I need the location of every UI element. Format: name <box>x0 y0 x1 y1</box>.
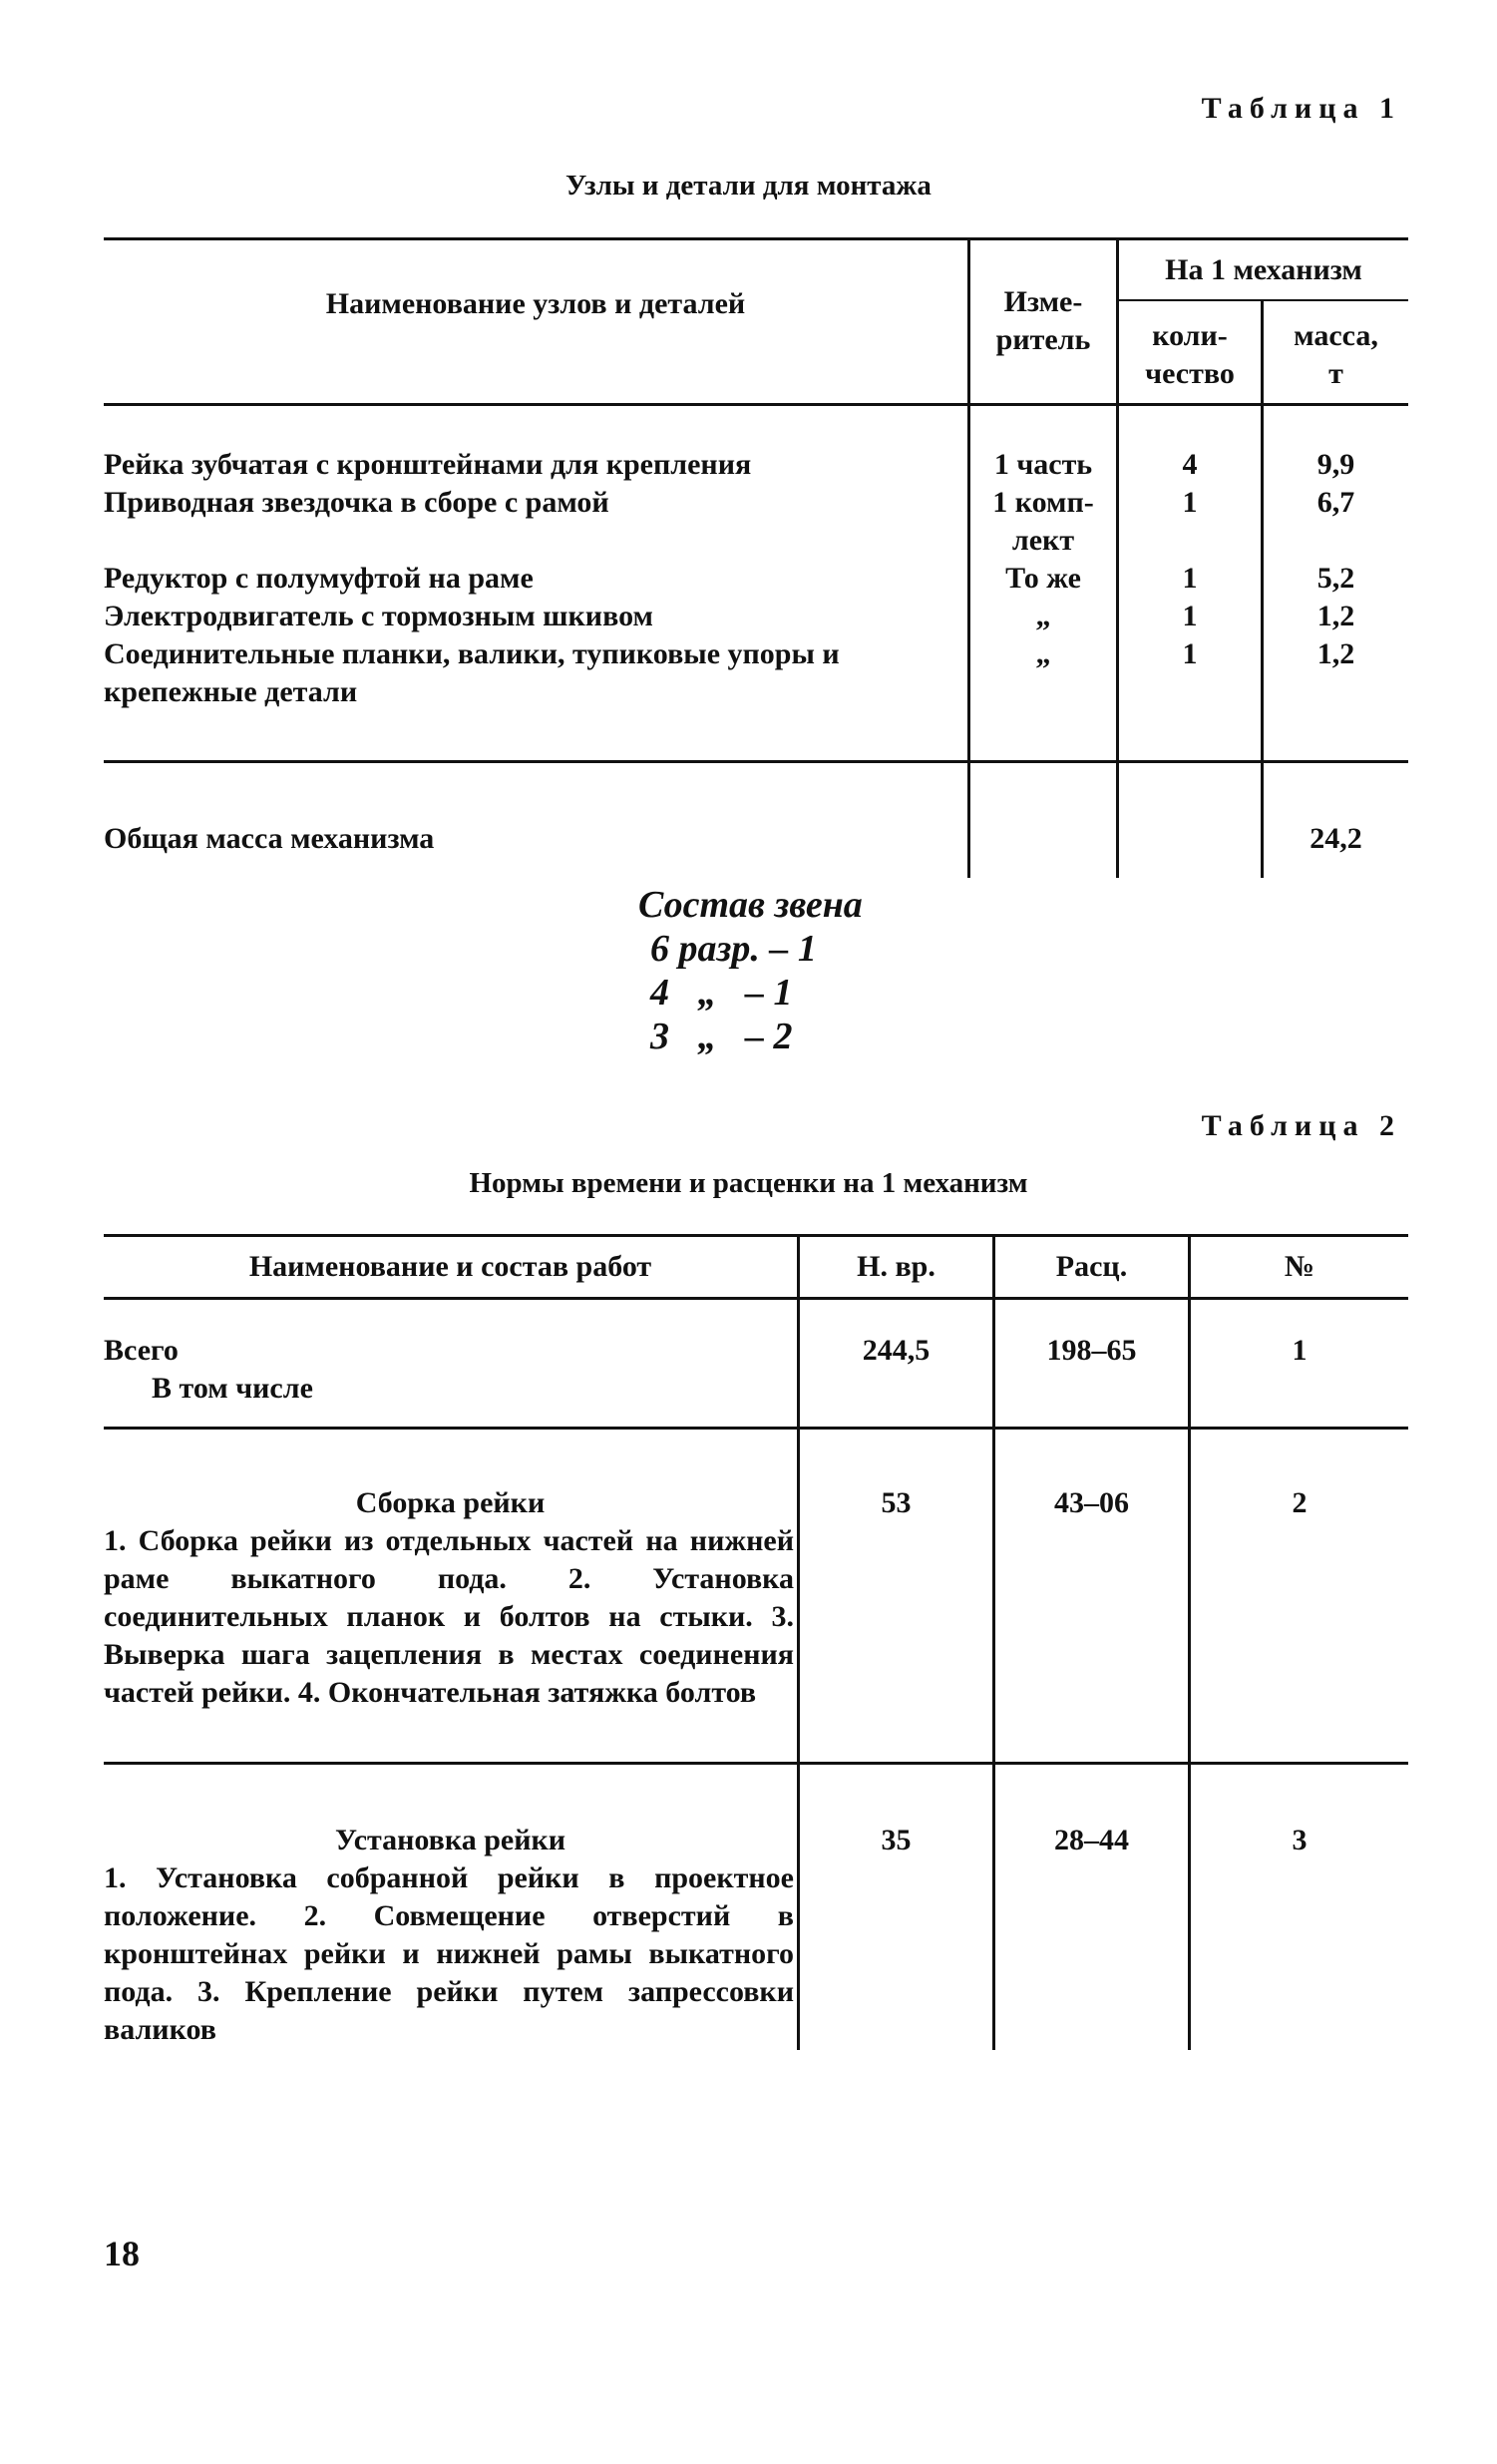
table2-row-text: 1. Установка собранной рейки в проектное положение. 2. Совмещение отверстий в кронштейнах рейки и нижней рамы выкатного пода. 3. Крепление рейки путем запрессовки валиков <box>104 1861 794 2046</box>
table1-row-mass: 6,7 <box>1316 486 1355 519</box>
table2-row-rule <box>104 1427 1408 1430</box>
table1-header-mass: масса, т <box>1294 319 1378 390</box>
table1-header-per-mechanism: На 1 механизм <box>1165 253 1362 286</box>
table1-row-unit: „ <box>1035 637 1051 670</box>
table2-row-rule <box>104 1762 1408 1765</box>
table1-row-mass: 9,9 <box>1316 448 1355 481</box>
crew-line: 3 „ – 2 <box>650 1016 793 1057</box>
table2-caption: Таблица 2 <box>1201 1109 1401 1142</box>
table2-row-heading: Установка рейки <box>334 1824 566 1856</box>
table2-row-rate: 43–06 <box>1054 1486 1129 1519</box>
table2-row-num: 2 <box>1292 1486 1308 1519</box>
table2-row-rate: 28–44 <box>1054 1824 1129 1856</box>
table1-row-name: Редуктор с полумуфтой на раме <box>104 562 534 595</box>
table2-row-text: 1. Сборка рейки из отдельных частей на нижней раме выкатного пода. 2. Установка соединительных планок и болтов на стыки. 3. Выверка шага зацепления в местах соединения частей рейки. 4. Окончательная затяжка болтов <box>104 1524 794 1709</box>
table1-row-unit: 1 комп- лект <box>992 486 1094 557</box>
table1-row-qty: 1 <box>1182 562 1198 595</box>
table1-title: Узлы и детали для монтажа <box>565 170 932 202</box>
crew-title: Состав звена <box>638 884 863 926</box>
table1-caption: Таблица 1 <box>1201 92 1401 125</box>
table1-row-qty: 1 <box>1182 486 1198 519</box>
table1-top-rule <box>104 237 1408 240</box>
table2-header-rule <box>104 1297 1408 1300</box>
crew-line: 6 разр. – 1 <box>650 928 817 970</box>
table1-row-name: Соединительные планки, валики, тупиковые упоры и крепежные детали <box>104 637 840 708</box>
table1-row-mass: 1,2 <box>1316 600 1355 632</box>
table1-total-label: Общая масса механизма <box>104 822 435 855</box>
table2-total-num: 1 <box>1292 1334 1308 1367</box>
table1-row-name: Рейка зубчатая с кронштейнами для крепления <box>104 448 752 481</box>
table1-row-name: Электродвигатель с тормозным шкивом <box>104 600 653 632</box>
table2-top-rule <box>104 1234 1408 1237</box>
table1-row-mass: 5,2 <box>1316 562 1355 595</box>
table1-row-unit: То же <box>1005 562 1081 595</box>
table1-row-name: Приводная звездочка в сборе с рамой <box>104 486 609 519</box>
table1-row-unit: „ <box>1035 600 1051 632</box>
table1-header-unit: Изме- ритель <box>995 285 1091 356</box>
table2-row-heading: Сборка рейки <box>355 1486 546 1519</box>
table1-row-qty: 1 <box>1182 600 1198 632</box>
table2-total-rate: 198–65 <box>1046 1334 1137 1367</box>
table2-header-name: Наименование и состав работ <box>248 1250 652 1283</box>
table1-header-rule <box>104 403 1408 406</box>
table2-row-time: 53 <box>881 1486 912 1519</box>
table2-total-label: Всего <box>104 1334 179 1367</box>
table1-row-unit: 1 часть <box>993 448 1093 481</box>
table1-header-quantity: коли- чество <box>1145 319 1235 390</box>
table1-body-rule <box>104 760 1408 763</box>
page-number: 18 <box>104 2234 140 2273</box>
table2-row-time: 35 <box>881 1824 912 1856</box>
table2-header-rate: Расц. <box>1055 1250 1128 1283</box>
table2-header-num: № <box>1284 1250 1315 1283</box>
table1-row-mass: 1,2 <box>1316 637 1355 670</box>
table2-header-time: Н. вр. <box>857 1250 936 1283</box>
table2-total-time: 244,5 <box>862 1334 931 1367</box>
table1-total-mass: 24,2 <box>1310 822 1362 855</box>
table2-total-sublabel: В том числе <box>152 1372 313 1405</box>
table2-title: Нормы времени и расценки на 1 механизм <box>469 1167 1028 1199</box>
table1-row-qty: 4 <box>1182 448 1198 481</box>
table2-row-num: 3 <box>1292 1824 1308 1856</box>
table1-row-qty: 1 <box>1182 637 1198 670</box>
table1-header-name: Наименование узлов и деталей <box>325 287 746 320</box>
crew-line: 4 „ – 1 <box>650 972 793 1014</box>
